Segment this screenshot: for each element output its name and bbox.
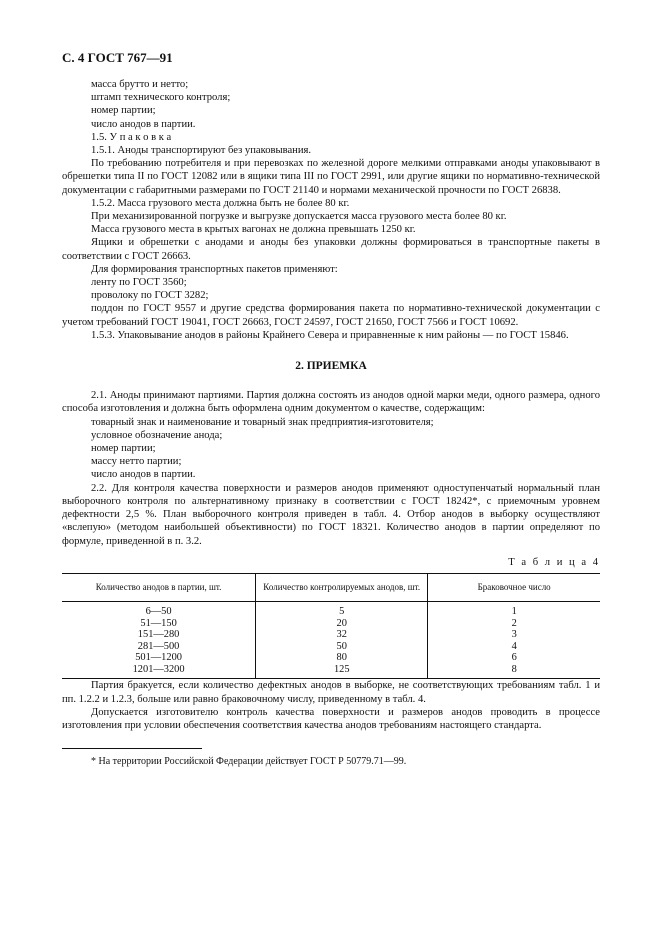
table-cell: 32 xyxy=(256,629,428,641)
table-cell: 151—280 xyxy=(137,629,180,641)
paragraph: Ящики и обрешетки с анодами и аноды без упаковки должны формироваться в транспортные пакеты в соответствии с ГОСТ 26663. xyxy=(62,237,600,262)
table-row xyxy=(62,618,600,630)
table-cell: 4 xyxy=(428,641,600,653)
list-item: товарный знак и наименование и товарный знак предприятия-изготовителя; xyxy=(91,416,434,428)
column-header: Браковочное число xyxy=(428,573,600,601)
footnote: * На территории Российской Федерации действует ГОСТ Р 50779.71—99. xyxy=(91,756,407,768)
paragraph: поддон по ГОСТ 9557 и другие средства формирования пакета по нормативно-технической документации с учетом требований ГОСТ 19041, ГОСТ 26663, ГОСТ 24597, ГОСТ 21650, ГОСТ 7566 и ГОСТ 10692. xyxy=(62,303,600,328)
table-caption: Т а б л и ц а 4 xyxy=(508,556,600,568)
list-item: номер партии; xyxy=(91,443,156,455)
table-cell: 2 xyxy=(428,618,600,630)
table-row xyxy=(62,664,600,679)
list-item: проволоку по ГОСТ 3282; xyxy=(91,290,209,302)
page-header: С. 4 ГОСТ 767—91 xyxy=(62,50,173,65)
table-cell: 281—500 xyxy=(137,640,180,652)
table-cell: 6—50 xyxy=(145,605,172,617)
list-item: массу нетто партии; xyxy=(91,456,182,468)
paragraph: Партия бракуется, если количество дефектных анодов в выборке, не соответствующих требованиям табл. 1 и пп. 1.2.2 и 1.2.3, больше или равно браковочному числу, приведенному в табл. 4. xyxy=(62,680,600,705)
section-title-acceptance: 2. ПРИЕМКА xyxy=(295,360,367,373)
paragraph: Масса грузового места в крытых вагонах не должна превышать 1250 кг. xyxy=(91,224,416,236)
document-body xyxy=(62,78,600,768)
table-cell: 1 xyxy=(428,601,600,617)
table-cell: 20 xyxy=(256,618,428,630)
table-cell: 6 xyxy=(428,652,600,664)
paragraph-1-5-2: 1.5.2. Масса грузового места должна быть не более 80 кг. xyxy=(91,197,350,209)
table-cell: 1201—3200 xyxy=(62,664,256,679)
list-item: штамп технического контроля; xyxy=(91,92,231,104)
table-row xyxy=(62,641,600,653)
paragraph: По требованию потребителя и при перевозках по железной дороге мелкими отправками аноды упаковывают в обрешетки типа II по ГОСТ 12082 или в ящики типа III по ГОСТ 2991, или другие ящики по нормативно-технической документации с габаритными размерами по ГОСТ 21140 и нормами механической прочности по ГОСТ 26838. xyxy=(62,158,600,196)
paragraph: Допускается изготовителю контроль качества поверхности и размеров анодов проводить в процессе изготовления при условии обеспечения соответствия качества анодов требованиям настоящего стандарта. xyxy=(62,706,600,732)
paragraph: Для формирования транспортных пакетов применяют: xyxy=(91,263,338,275)
table-cell: 5 xyxy=(256,601,428,617)
table-row xyxy=(62,629,600,641)
table-cell: 3 xyxy=(428,629,600,641)
subsection-title-packaging: 1.5. У п а к о в к а xyxy=(91,131,172,143)
table-cell: 125 xyxy=(256,664,428,679)
list-item: номер партии; xyxy=(91,105,156,117)
list-item: условное обозначение анода; xyxy=(91,429,223,441)
list-item: число анодов в партии. xyxy=(91,469,196,481)
table-cell: 50 xyxy=(256,641,428,653)
table-row xyxy=(62,601,600,617)
paragraph-1-5-3: 1.5.3. Упаковывание анодов в районы Крайнего Севера и приравненные к ним районы — по ГОСТ 15846. xyxy=(91,329,569,341)
table-cell: 8 xyxy=(428,664,600,679)
paragraph-1-5-1: 1.5.1. Аноды транспортируют без упаковывания. xyxy=(91,145,312,157)
paragraph-2-1: 2.1. Аноды принимают партиями. Партия должна состоять из анодов одной марки меди, одного размера, одного способа изготовления и должна быть оформлена одним документом о качестве, содержащим: xyxy=(62,390,600,415)
table-cell: 501—1200 xyxy=(135,652,182,664)
table-4 xyxy=(62,573,600,680)
paragraph: При механизированной погрузке и выгрузке допускается масса грузового места более 80 кг. xyxy=(91,211,507,223)
table-cell: 80 xyxy=(256,652,428,664)
list-item: масса брутто и нетто; xyxy=(91,79,189,90)
list-item: число анодов в партии. xyxy=(91,118,196,130)
paragraph-2-2: 2.2. Для контроля качества поверхности и размеров анодов применяют одноступенчатый нормальный план выборочного контроля по альтернативному признаку в соответствии с ГОСТ 18242*, с приемочным уровнем дефектности 2,5 %. План выборочного контроля приведен в табл. 4. Отбор анодов в выборку осуществляют «вслепую» (методом наибольшей объективности) по ГОСТ 18321. Количество анодов в партии определяют по формуле, приведенной в п. 3.2. xyxy=(62,482,600,547)
column-header: Количество анодов в партии, шт. xyxy=(62,573,256,601)
table-header-row xyxy=(62,573,600,601)
footnote-divider xyxy=(62,748,202,749)
column-header: Количество контролируемых анодов, шт. xyxy=(256,573,428,601)
list-item: ленту по ГОСТ 3560; xyxy=(91,277,187,289)
table-row xyxy=(62,652,600,664)
table-cell: 51—150 xyxy=(140,617,177,629)
